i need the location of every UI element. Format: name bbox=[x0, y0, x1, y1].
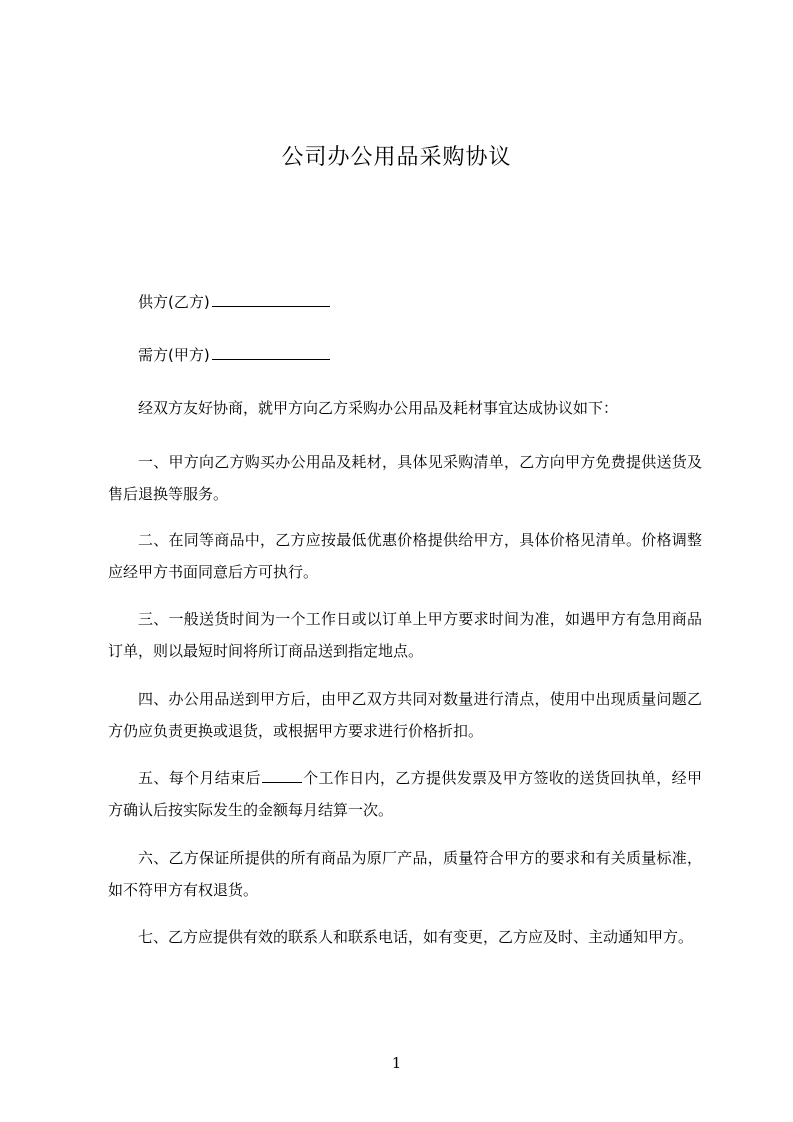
buyer-label: 需方(甲方) bbox=[138, 346, 210, 364]
clause-5-end: 个工作日内，乙方提供发票及甲方签收的送货回执单，经甲方确认后按实际发生的金额每月结算一次。 bbox=[108, 769, 702, 819]
supplier-field bbox=[138, 291, 330, 312]
clause-5-days-blank[interactable] bbox=[262, 768, 302, 783]
clause-1: 一、甲方向乙方购买办公用品及耗材，具体见采购清单，乙方向甲方免费提供送货及售后退换等服务。 bbox=[108, 453, 702, 503]
intro-paragraph: 经双方友好协商，就甲方向乙方采购办公用品及耗材事宜达成协议如下： bbox=[138, 399, 619, 417]
page-number: 1 bbox=[391, 1054, 402, 1072]
clause-7: 七、乙方应提供有效的联系人和联系电话，如有变更，乙方应及时、主动通知甲方。 bbox=[138, 928, 694, 946]
clause-2: 二、在同等商品中，乙方应按最低优惠价格提供给甲方，具体价格见清单。价格调整应经甲方书面同意后方可执行。 bbox=[108, 531, 702, 581]
clause-6: 六、乙方保证所提供的所有商品为原厂产品，质量符合甲方的要求和有关质量标准，如不符甲方有权退货。 bbox=[108, 849, 702, 899]
document-title: 公司办公用品采购协议 bbox=[281, 145, 512, 170]
supplier-blank[interactable] bbox=[212, 291, 330, 307]
clause-4: 四、办公用品送到甲方后，由甲乙双方共同对数量进行清点，使用中出现质量问题乙方仍应负责更换或退货，或根据甲方要求进行价格折扣。 bbox=[108, 690, 702, 740]
clause-5-start: 五、每个月结束后 bbox=[138, 769, 261, 787]
supplier-label: 供方(乙方) bbox=[138, 293, 210, 311]
buyer-blank[interactable] bbox=[212, 344, 330, 360]
buyer-field bbox=[138, 344, 330, 365]
clause-5 bbox=[108, 762, 702, 826]
clause-3: 三、一般送货时间为一个工作日或以订单上甲方要求时间为准，如遇甲方有急用商品订单，则以最短时间将所订商品送到指定地点。 bbox=[108, 610, 702, 660]
